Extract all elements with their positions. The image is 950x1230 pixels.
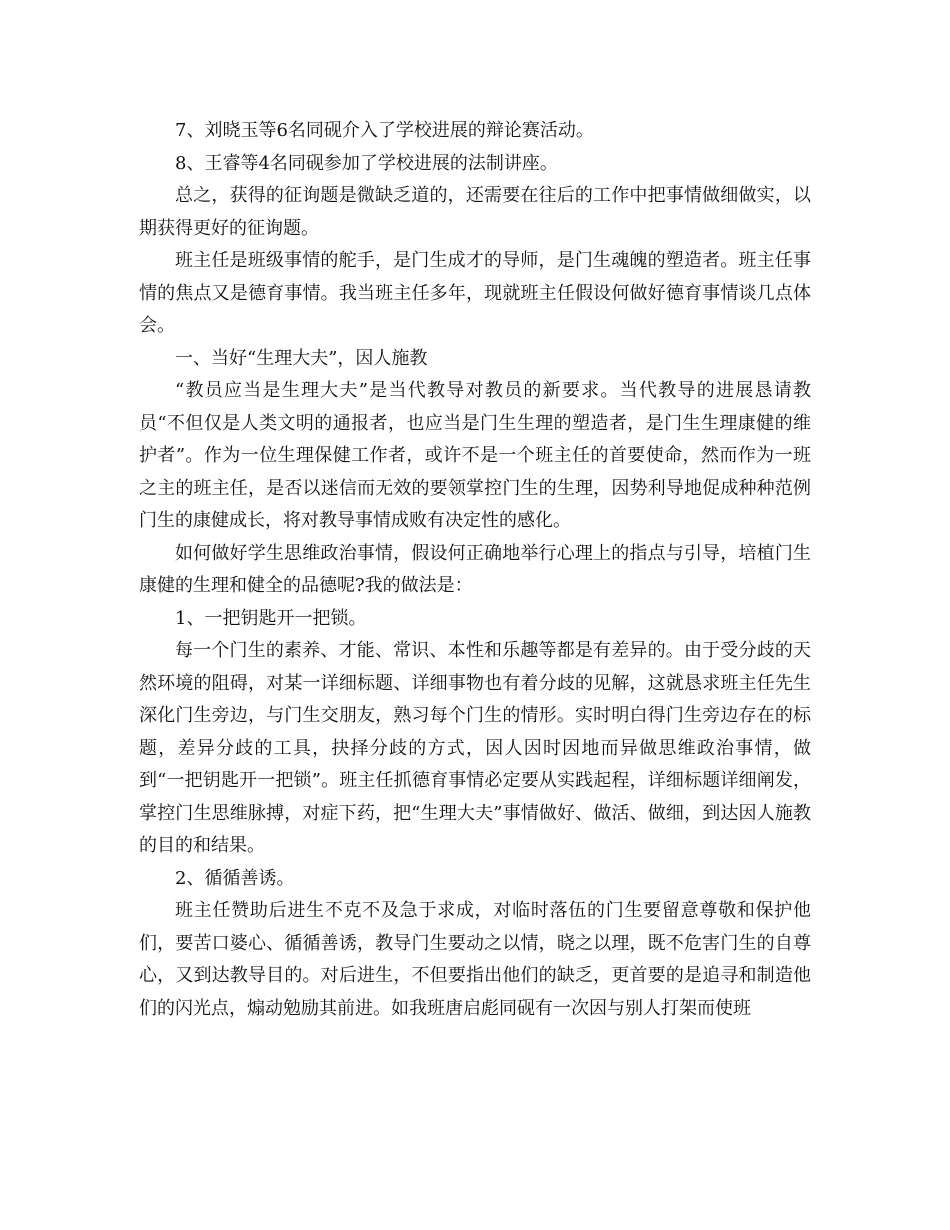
paragraph-item-7: 7、刘晓玉等6名同砚介入了学校进展的辩论赛活动。 (175, 120, 594, 141)
paragraph-question: 如何做好学生思维政治事情，假设何正确地举行心理上的指点与引导，培植门生康健的生理和健全的品德呢?我的做法是： (139, 542, 811, 596)
paragraph-individual: 每一个门生的素养、才能、常识、本性和乐趣等都是有差异的。由于受分歧的天然环境的阻碍，对某一详细标题、详细事物也有着分歧的见解，这就恳求班主任先生深化门生旁边，与门生交朋友，熟习每个门生的情形。实时明白得门生旁边存在的标题，差异分歧的工具，抉择分歧的方式，因人因时因地而异做思维政治事情，做到“一把钥匙开一把锁”。班主任抓德育事情必定要从实践起程，详细标题详细阐发，掌控门生思维脉搏，对症下药，把“生理大夫”事情做好、做活、做细，到达因人施教的目的和结果。 (139, 640, 811, 856)
paragraph-intro: 班主任是班级事情的舵手，是门生成才的导师，是门生魂魄的塑造者。班主任事情的焦点又是德育事情。我当班主任多年，现就班主任假设何做好德育事情谈几点体会。 (139, 250, 811, 336)
paragraph-guidance: 班主任赞助后进生不克不及急于求成，对临时落伍的门生要留意尊敬和保护他们，要苦口婆心、循循善诱，教导门生要动之以情，晓之以理，既不危害门生的自尊心，又到达教导目的。对后进生，不但要指出他们的缺乏，更首要的是追寻和制造他们的闪光点，煽动勉励其前进。如我班唐启彪同砚有一次因与别人打架而使班 (139, 900, 811, 1019)
section-heading-1: 一、当好“生理大夫”，因人施教 (175, 347, 428, 369)
subheading-1: 1、一把钥匙开一把锁。 (175, 607, 367, 629)
document-body (139, 115, 811, 1025)
paragraph-item-8: 8、王睿等4名同砚参加了学校进展的法制讲座。 (175, 152, 558, 174)
paragraph-psych-doctor: “教员应当是生理大夫”是当代教导对教员的新要求。当代教导的进展恳请教员“不但仅是人类文明的通报者，也应当是门生生理的塑造者，是门生生理康健的维护者”。作为一位生理保健工作者，或许不是一个班主任的首要使命，然而作为一班之主的班主任，是否以迷信而无效的要领掌控门生的生理，因势利导地促成种种范例门生的康健成长，将对教导事情成败有决定性的感化。 (139, 380, 811, 531)
paragraph-summary: 总之，获得的征询题是微缺乏道的，还需要在往后的工作中把事情做细做实，以期获得更好的征询题。 (139, 185, 811, 239)
subheading-2: 2、循循善诱。 (175, 867, 295, 889)
